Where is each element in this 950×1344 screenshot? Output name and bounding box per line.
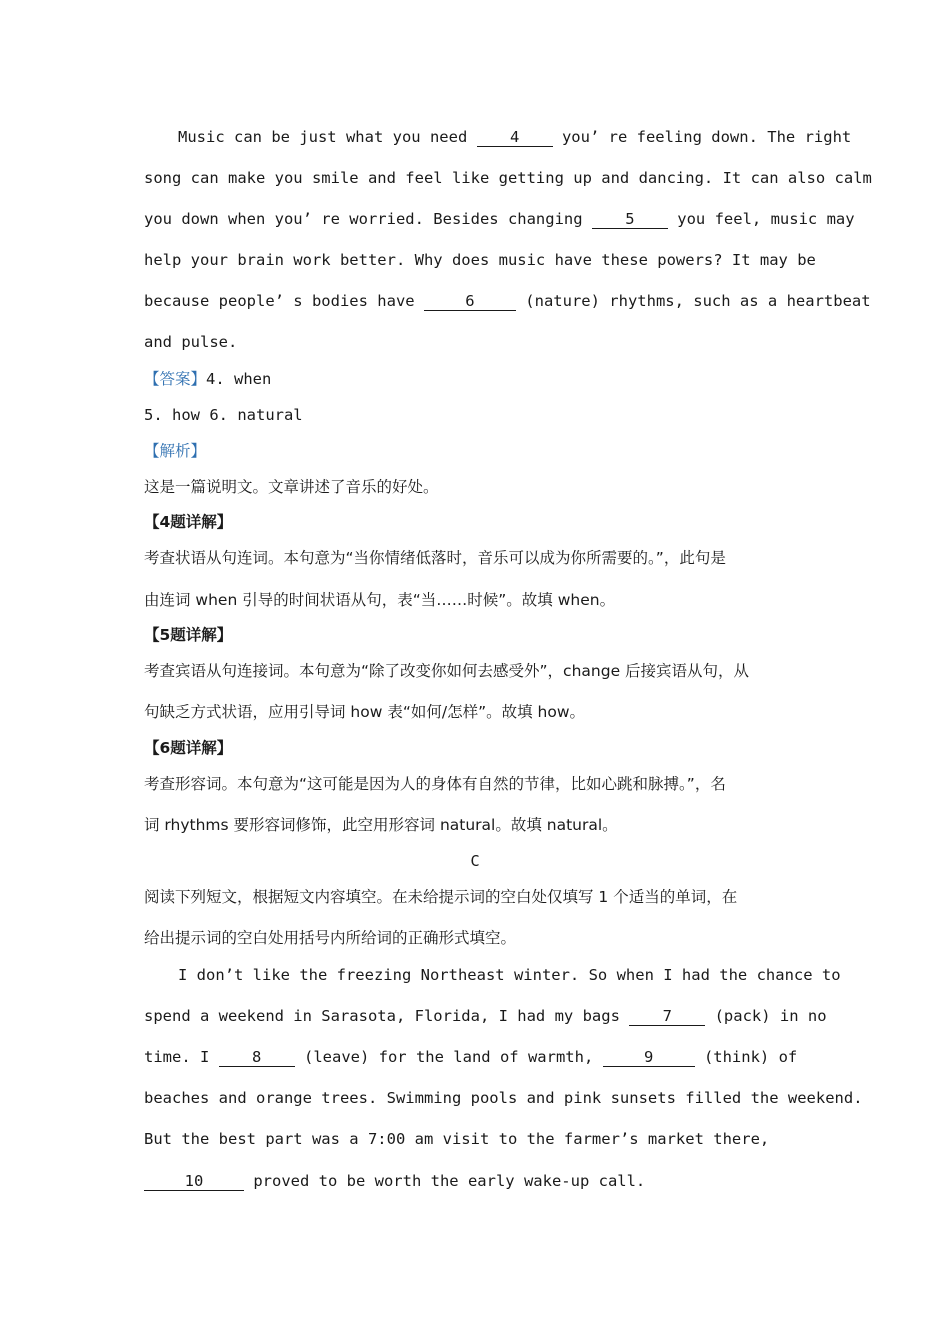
q6-explanation-2: 词 rhythms 要形容词修饰，此空用形容词 natural。故填 natural。 xyxy=(144,816,618,834)
blank-8: 8 xyxy=(219,1048,295,1067)
instruction-line-2: 给出提示词的空白处用括号内所给词的正确形式填空。 xyxy=(144,929,517,947)
q6-title: 【6题详解】 xyxy=(144,739,233,757)
analysis-intro: 这是一篇说明文。文章讲述了音乐的好处。 xyxy=(144,478,439,496)
answer-label: 【答案】 xyxy=(144,370,207,388)
q5-explanation-1: 考查宾语从句连接词。本句意为“除了改变你如何去感受外”，change 后接宾语从句，从 xyxy=(144,662,750,680)
blank-6: 6 xyxy=(424,292,516,311)
q4-title: 【4题详解】 xyxy=(144,513,233,531)
blank-7: 7 xyxy=(629,1007,705,1026)
passage-c-line-5: But the best part was a 7:00 am visit to the farmer’s market there, xyxy=(144,1130,770,1148)
instruction-line-1: 阅读下列短文，根据短文内容填空。在未给提示词的空白处仅填写 1 个适当的单词，在 xyxy=(144,888,738,906)
q5-explanation-2: 句缺乏方式状语，应用引导词 how 表“如何/怎样”。故填 how。 xyxy=(144,703,586,721)
passage-c-line-6: 10 proved to be worth the early wake-up call. xyxy=(144,1170,645,1192)
blank-9: 9 xyxy=(603,1048,695,1067)
answer-4: 4. when xyxy=(206,370,272,388)
passage-line-4: help your brain work better. Why does music have these powers? It may be xyxy=(144,251,816,269)
q5-title: 【5题详解】 xyxy=(144,626,233,644)
passage-c-line-4: beaches and orange trees. Swimming pools and pink sunsets filled the weekend. xyxy=(144,1089,863,1107)
passage-line-3: you down when you’ re worried. Besides changing 5 you feel, music may xyxy=(144,210,855,228)
passage-c-line-3: time. I 8 (leave) for the land of warmth, 9 (think) of xyxy=(144,1048,798,1066)
blank-4: 4 xyxy=(477,128,553,147)
analysis-label: 【解析】 xyxy=(144,442,207,460)
q4-explanation-1: 考查状语从句连词。本句意为“当你情绪低落时，音乐可以成为你所需要的。”，此句是 xyxy=(144,549,726,567)
passage-line-5: because people’ s bodies have 6 (nature) rhythms, such as a heartbeat xyxy=(144,292,871,310)
passage-line-1: Music can be just what you need 4 you’ re feeling down. The right xyxy=(178,128,852,146)
passage-line-2: song can make you smile and feel like getting up and dancing. It can also calm xyxy=(144,169,872,187)
section-heading: C xyxy=(470,852,480,870)
blank-5: 5 xyxy=(592,210,668,229)
answer-line-2: 5. how 6. natural xyxy=(144,406,303,424)
q6-explanation-1: 考查形容词。本句意为“这可能是因为人的身体有自然的节律，比如心跳和脉搏。”，名 xyxy=(144,775,726,793)
q4-explanation-2: 由连词 when 引导的时间状语从句，表“当……时候”。故填 when。 xyxy=(144,591,616,609)
answer-line-1 xyxy=(144,368,271,391)
passage-line-6: and pulse. xyxy=(144,333,238,351)
passage-c-line-1: I don’t like the freezing Northeast winter. So when I had the chance to xyxy=(178,966,841,984)
blank-10: 10 xyxy=(144,1172,244,1191)
passage-c-line-2: spend a weekend in Sarasota, Florida, I had my bags 7 (pack) in no xyxy=(144,1007,827,1025)
